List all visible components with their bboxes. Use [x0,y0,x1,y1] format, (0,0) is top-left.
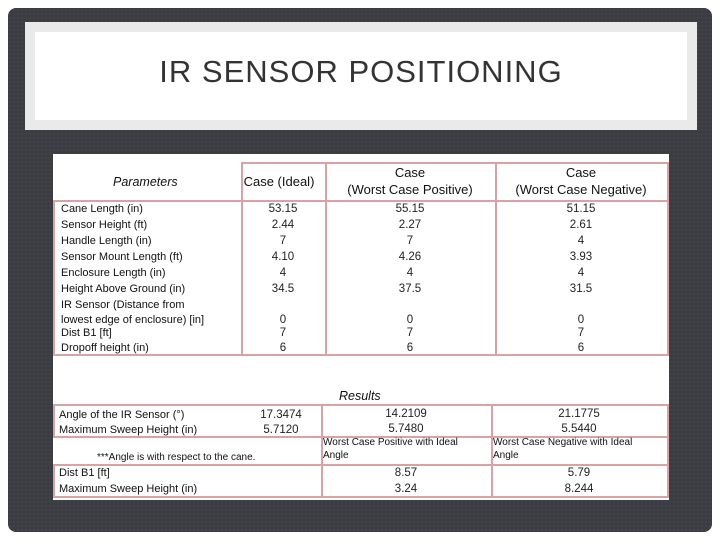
worst-positive-value: 55.15 [395,203,425,215]
param-label: IR Sensor (Distance from [61,299,185,311]
worst-negative-value: 4 [577,267,585,279]
worst-negative-value: 5.5440 [561,423,597,435]
worst-positive-value: 3.24 [394,483,418,495]
param-label: Height Above Ground (in) [61,283,186,295]
worst-negative-value: 5.79 [567,467,591,479]
worst-positive-value: 7 [406,327,414,339]
worst-negative-value: 8.244 [564,483,594,495]
header-ideal: Case (Ideal) [243,174,315,189]
grid-line [53,464,55,498]
worst-positive-value: 0 [406,314,414,326]
worst-positive-note: Worst Case Positive with Ideal [323,437,458,448]
result-label: Angle of the IR Sensor (°) [59,409,185,421]
worst-positive-value: 4.26 [398,251,422,263]
grid-line [667,404,669,498]
grid-line [53,200,55,356]
worst-negative-value: 6 [577,342,585,354]
worst-negative-value: 31.5 [569,283,593,295]
angle-note: ***Angle is with respect to the cane. [97,452,256,463]
tables-panel [53,154,669,500]
ideal-value: 17.3474 [260,409,302,421]
worst-positive-value: 37.5 [398,283,422,295]
ideal-value: 7 [279,235,287,247]
header-worst-negative-2: (Worst Case Negative) [515,182,647,197]
ideal-value: 4 [279,267,287,279]
ideal-value: 5.7120 [263,424,299,436]
result-label: Dist B1 [ft] [59,467,110,479]
worst-negative-value: 3.93 [569,251,593,263]
param-label: lowest edge of enclosure) [in] [61,314,205,326]
worst-positive-value: 7 [406,235,414,247]
ideal-value: 7 [279,327,287,339]
header-worst-positive-1: Case [394,165,426,180]
worst-negative-value: 21.1775 [558,408,600,420]
worst-positive-value: 8.57 [394,467,418,479]
result-label: Maximum Sweep Height (in) [59,424,198,436]
worst-negative-value: 4 [577,235,585,247]
worst-negative-value: 2.61 [569,219,593,231]
worst-negative-value: 7 [577,327,585,339]
slide [8,8,712,532]
result-label: Maximum Sweep Height (in) [59,483,198,495]
param-label: Enclosure Length (in) [61,267,166,279]
worst-negative-note: Angle [493,450,519,461]
worst-positive-value: 6 [406,342,414,354]
ideal-value: 0 [279,314,287,326]
worst-positive-note: Angle [323,450,349,461]
worst-negative-value: 51.15 [566,203,596,215]
title-panel [35,32,687,120]
header-worst-negative-1: Case [565,165,597,180]
worst-negative-note: Worst Case Negative with Ideal [493,437,633,448]
ideal-value: 34.5 [271,283,295,295]
param-label: Dropoff height (in) [61,342,149,354]
title-frame [25,22,697,130]
worst-positive-value: 14.2109 [385,408,427,420]
results-heading: Results [339,389,381,403]
header-worst-positive-2: (Worst Case Positive) [347,182,473,197]
ideal-value: 2.44 [271,219,295,231]
grid-line [667,162,669,356]
param-label: Cane Length (in) [61,203,143,215]
param-label: Dist B1 [ft] [61,327,112,339]
grid-line [241,162,669,164]
worst-positive-value: 2.27 [398,219,422,231]
ideal-value: 53.15 [268,203,298,215]
ideal-value: 4.10 [271,251,295,263]
ideal-value: 6 [279,342,287,354]
slide-title: IR SENSOR POSITIONING [159,54,563,89]
worst-negative-value: 0 [577,314,585,326]
grid-line [53,404,55,438]
param-label: Handle Length (in) [61,235,152,247]
worst-positive-value: 4 [406,267,414,279]
worst-positive-value: 5.7480 [388,423,424,435]
param-label: Sensor Height (ft) [61,219,148,231]
param-label: Sensor Mount Length (ft) [61,251,183,263]
header-parameters: Parameters [113,175,178,189]
